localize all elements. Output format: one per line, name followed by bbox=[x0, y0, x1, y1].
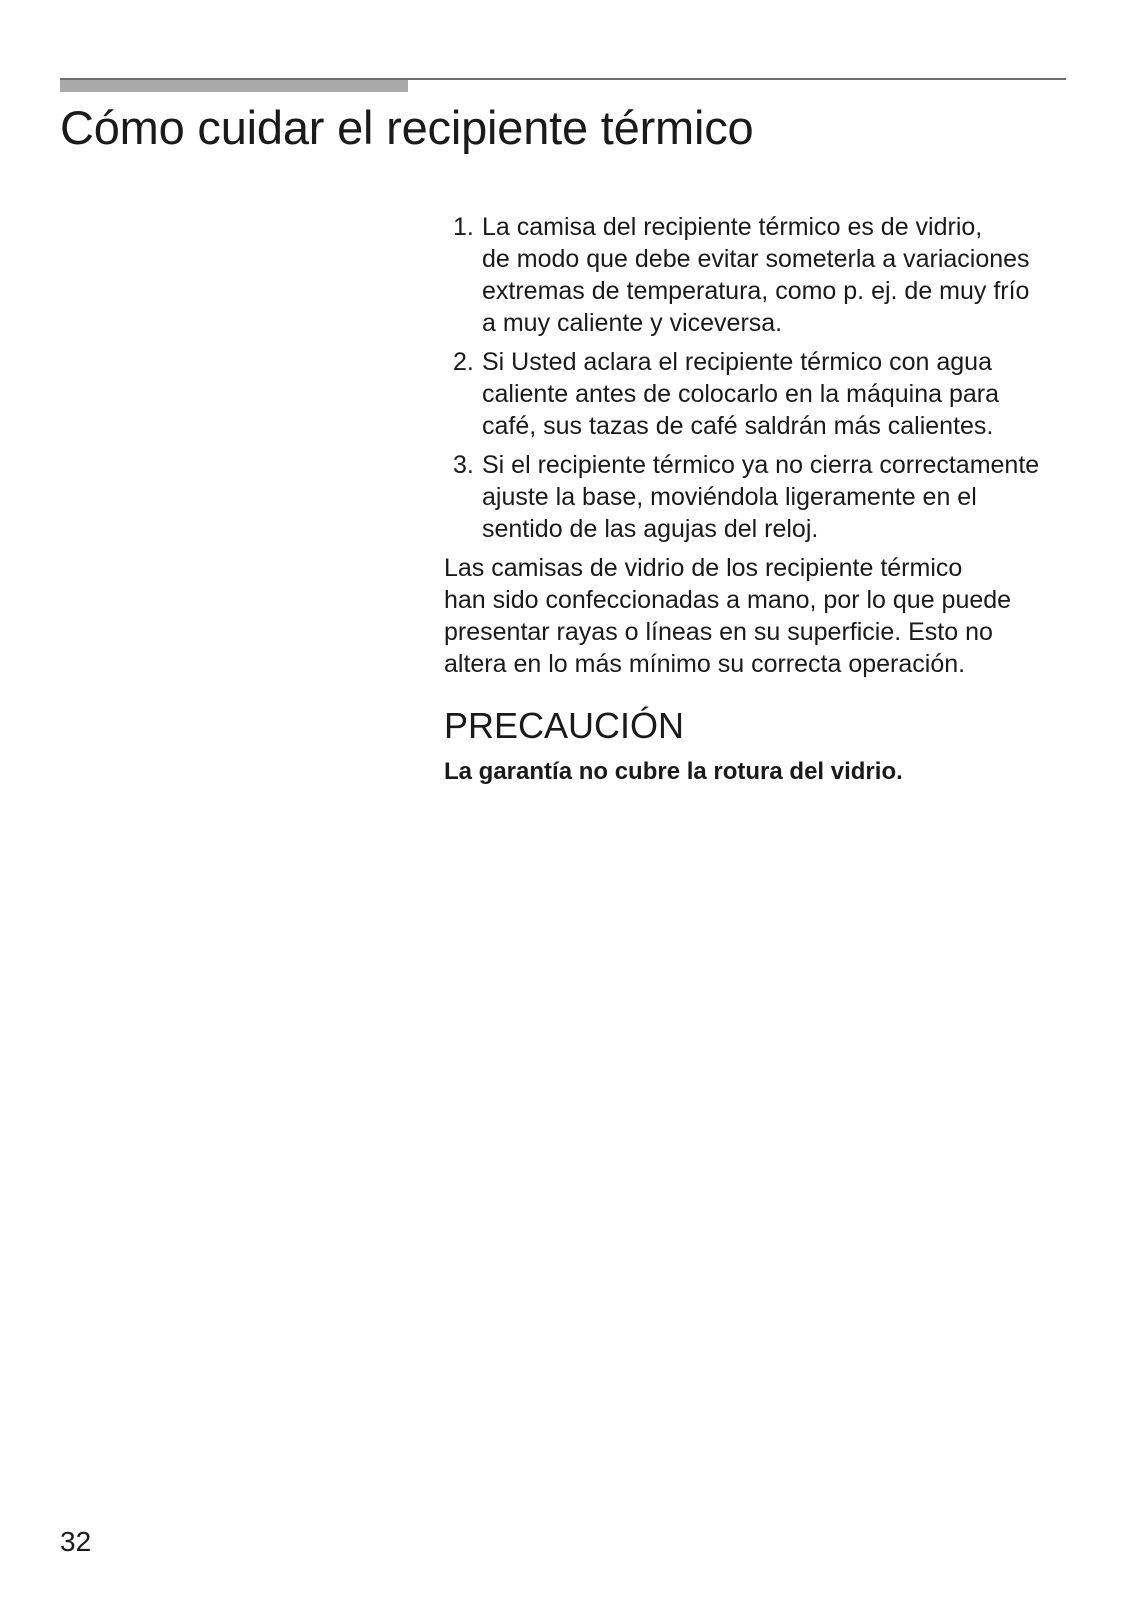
glass-note-paragraph: Las camisas de vidrio de los recipiente térmico han sido confeccionadas a mano, por lo que puede presentar rayas o líneas en su superficie. Esto no altera en lo más mínimo su correcta operación. bbox=[444, 554, 1012, 678]
page-title: Cómo cuidar el recipiente térmico bbox=[60, 101, 754, 154]
header-accent-bar bbox=[60, 80, 408, 92]
care-steps-list bbox=[444, 211, 1074, 545]
step-text: La camisa del recipiente térmico es de vidrio, de modo que debe evitar someterla a variaciones extremas de temperatura, como p. ej. de muy frío a muy caliente y viceversa. bbox=[482, 213, 1030, 337]
main-content bbox=[444, 211, 1074, 788]
step-number: 3. bbox=[453, 451, 474, 479]
caution-text: La garantía no cubre la rotura del vidrio. bbox=[444, 758, 903, 785]
caution-heading: PRECAUCIÓN bbox=[444, 705, 685, 746]
list-item bbox=[444, 211, 1074, 339]
list-item bbox=[444, 449, 1074, 545]
step-text: Si el recipiente térmico ya no cierra correctamente ajuste la base, moviéndola ligeramente en el sentido de las agujas del reloj. bbox=[482, 451, 1040, 543]
list-item bbox=[444, 346, 1074, 442]
page-number: 32 bbox=[60, 1526, 92, 1557]
step-number: 2. bbox=[453, 348, 474, 376]
step-text: Si Usted aclara el recipiente térmico con agua caliente antes de colocarlo en la máquina para café, sus tazas de café saldrán más calientes. bbox=[482, 348, 1000, 440]
step-number: 1. bbox=[453, 213, 474, 241]
